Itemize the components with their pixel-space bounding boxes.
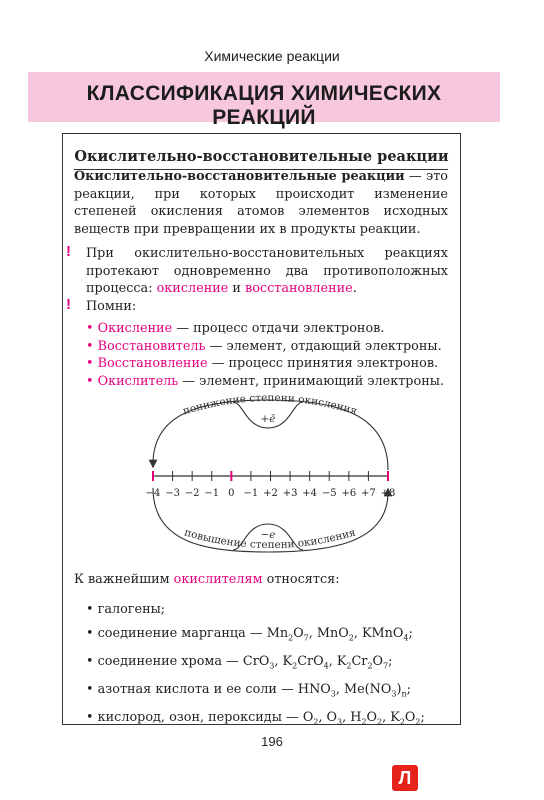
- list-item: [86, 355, 454, 373]
- exclamation-mark: !: [66, 243, 71, 260]
- intro-text-end: относятся:: [262, 572, 340, 587]
- remember-text: — элемент, отдающий электроны.: [205, 338, 442, 354]
- note-term-oxidation: окисление: [156, 281, 229, 296]
- bullet: •: [86, 338, 94, 354]
- bullet: •: [86, 602, 98, 617]
- tick-label: +7: [361, 488, 376, 499]
- list-item: [86, 678, 425, 706]
- publisher-logo: Л: [392, 765, 418, 791]
- tick-label: +3: [282, 488, 298, 499]
- oxidizer-label: азотная кислота и ее соли —: [97, 681, 298, 697]
- bullet: •: [86, 321, 94, 336]
- list-item: [86, 373, 454, 391]
- top-electron-label: +ē: [260, 413, 276, 425]
- bottom-arc-label: повышение степени окисления: [182, 526, 358, 552]
- definition-paragraph: [74, 168, 448, 238]
- note-conj: и: [228, 281, 245, 296]
- oxidation-state-diagram: [118, 392, 418, 560]
- chemical-formula: CrO$_3$, $K_2CrO_4$, $K_2Cr_2O_7$;: [242, 653, 393, 671]
- bullet: •: [86, 709, 98, 725]
- tick-label: −1: [243, 488, 259, 499]
- tick-label: −2: [184, 488, 200, 499]
- oxidizer-label: галогены;: [97, 602, 166, 617]
- bullet: •: [86, 653, 98, 669]
- bullet: •: [86, 625, 98, 641]
- oxidizers-term: окислителям: [173, 572, 263, 587]
- top-arc-label: понижение степени окисления: [181, 392, 359, 418]
- oxidizer-label: соединение хрома —: [97, 653, 243, 669]
- remember-term: Окисление: [97, 321, 173, 336]
- page-title: КЛАССИФИКАЦИЯ ХИМИЧЕСКИХ РЕАКЦИЙ: [86, 82, 442, 129]
- remember-text: — элемент, принимающий электроны.: [178, 373, 444, 389]
- oxidizers-list: [86, 598, 425, 734]
- number-line: [146, 471, 396, 499]
- list-item: [86, 338, 454, 356]
- remember-term: Восстановитель: [97, 338, 206, 354]
- definition-term: Окислительно-восстановительные реакции: [74, 169, 405, 184]
- chemical-formula: $HNO_3$, $Me(NO_3)_n$;: [297, 681, 411, 699]
- remember-label: Помни:: [86, 299, 137, 314]
- list-item: [86, 320, 454, 338]
- tick-label: −5: [321, 488, 337, 499]
- remember-term: Окислитель: [97, 373, 179, 389]
- list-item: [86, 622, 425, 650]
- note-end: .: [352, 281, 357, 296]
- tick-label: −3: [165, 488, 180, 499]
- bullet: •: [86, 681, 98, 697]
- tick-label: −4: [145, 488, 161, 499]
- section-heading: Окислительно-восстановительные реакции: [74, 148, 449, 165]
- list-item: [86, 650, 425, 678]
- remember-text: — процесс отдачи электронов.: [172, 321, 385, 336]
- list-item: [86, 706, 425, 734]
- oxidizer-label: кислород, озон, пероксиды —: [97, 709, 303, 725]
- tick-label: +6: [341, 488, 357, 499]
- chemical-formula: $O_2$, $O_3$, $H_2O_2$, $K_2O_2$;: [302, 709, 425, 727]
- note-paragraph: [86, 245, 448, 298]
- remember-list: [86, 320, 454, 390]
- note-term-reduction: восстановление: [245, 281, 353, 296]
- definition-text: — это реакции, при которых происходит изменение степеней окисления атомов элементов исходных веществ при превращении их в продукты реакции.: [74, 169, 448, 237]
- oxidizers-intro: [74, 572, 340, 587]
- note-text: При окислительно-восстановительных реакциях протекают одновременно два противоположных процесса:: [86, 246, 448, 296]
- oxidizer-label: соединение марганца —: [97, 625, 267, 641]
- chemical-formula: $Mn_2O_7$, MnO$_2$, KMnO$_4$;: [266, 625, 413, 643]
- tick-label: +2: [263, 488, 278, 499]
- bottom-electron-label: −e: [260, 529, 276, 541]
- tick-label: +4: [302, 488, 318, 499]
- remember-text: — процесс принятия электронов.: [207, 356, 439, 371]
- page-number: 196: [261, 734, 283, 749]
- tick-label: 0: [228, 488, 235, 499]
- running-head: Химические реакции: [204, 48, 340, 64]
- bullet: •: [86, 373, 94, 389]
- intro-text: К важнейшим: [74, 572, 174, 587]
- remember-term: Восстановление: [97, 356, 208, 371]
- exclamation-mark: !: [66, 296, 71, 313]
- list-item: [86, 598, 425, 622]
- tick-label: −1: [204, 488, 220, 499]
- tick-label: +8: [380, 488, 396, 499]
- bullet: •: [86, 356, 94, 371]
